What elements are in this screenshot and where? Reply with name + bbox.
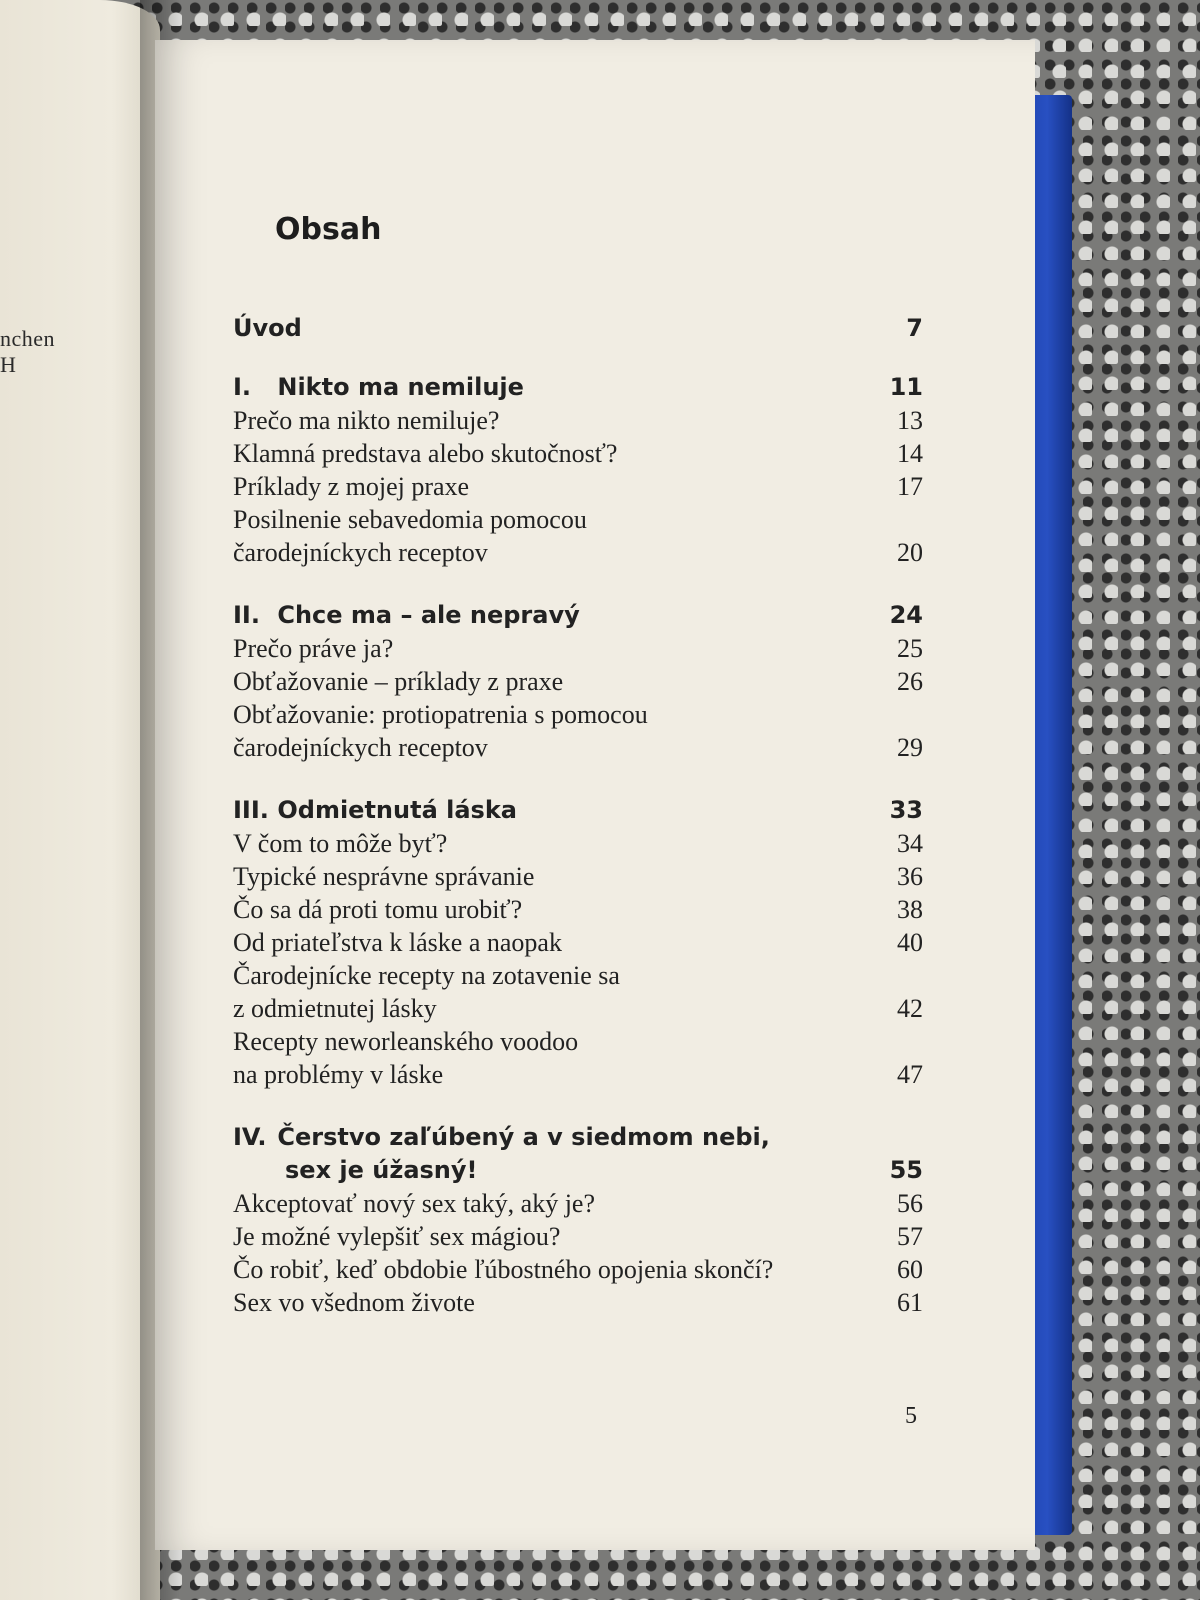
toc-entry-title: z odmietnutej lásky bbox=[233, 994, 437, 1023]
chapter-4-number: IV. bbox=[233, 1123, 267, 1151]
chapter-4-title-cont: sex je úžasný! bbox=[285, 1156, 478, 1184]
toc-entry-page: 34 bbox=[897, 829, 923, 858]
toc-entry bbox=[233, 503, 923, 536]
left-page-fragment-2: H bbox=[0, 352, 17, 377]
toc-entry bbox=[233, 860, 923, 893]
toc-entry-title: na problémy v láske bbox=[233, 1060, 444, 1089]
toc-entry-title: Príklady z mojej praxe bbox=[233, 472, 470, 501]
chapter-1-title: Nikto ma nemiluje bbox=[277, 373, 524, 401]
toc-entry bbox=[233, 893, 923, 926]
toc-entry bbox=[233, 827, 923, 860]
toc-entry bbox=[233, 731, 923, 764]
chapter-2-title: Chce ma – ale nepravý bbox=[277, 601, 580, 629]
toc-entry-title: čarodejníckych receptov bbox=[233, 538, 488, 567]
toc-entry-page: 61 bbox=[897, 1288, 923, 1317]
chapter-3-number: III. bbox=[233, 796, 269, 824]
toc-entry-page: 17 bbox=[897, 472, 923, 501]
chapter-2-number: II. bbox=[233, 601, 260, 629]
toc-entry-title: Čo sa dá proti tomu urobiť? bbox=[233, 895, 523, 924]
toc-entry-page: 40 bbox=[897, 928, 923, 957]
chapter-3-page: 33 bbox=[889, 796, 923, 824]
chapter-3-title: Odmietnutá láska bbox=[277, 796, 517, 824]
toc-entry-title: Sex vo všednom živote bbox=[233, 1288, 475, 1317]
chapter-1-number: I. bbox=[233, 373, 252, 401]
toc-entry bbox=[233, 665, 923, 698]
chapter-1-heading bbox=[233, 371, 923, 404]
toc-intro-page: 7 bbox=[906, 314, 923, 342]
toc-entry-page: 25 bbox=[897, 634, 923, 663]
toc-entry bbox=[233, 992, 923, 1025]
toc-entry-page: 60 bbox=[897, 1255, 923, 1284]
toc-entry bbox=[233, 1286, 923, 1319]
toc-entry-title: Prečo práve ja? bbox=[233, 634, 394, 663]
page-title: Obsah bbox=[275, 212, 382, 247]
toc-entry-title: V čom to môže byť? bbox=[233, 829, 448, 858]
toc-entry bbox=[233, 404, 923, 437]
table-of-contents bbox=[233, 312, 923, 1319]
chapter-2-page: 24 bbox=[889, 601, 923, 629]
toc-entry-title: Recepty neworleanského voodoo bbox=[233, 1027, 579, 1056]
toc-entry-title: Akceptovať nový sex taký, aký je? bbox=[233, 1189, 595, 1218]
chapter-4-heading-cont bbox=[233, 1154, 923, 1187]
toc-entry bbox=[233, 632, 923, 665]
page-number: 5 bbox=[905, 1403, 917, 1429]
toc-entry-page: 14 bbox=[897, 439, 923, 468]
toc-entry bbox=[233, 1253, 923, 1286]
toc-entry-page: 29 bbox=[897, 733, 923, 762]
toc-entry bbox=[233, 470, 923, 503]
toc-intro-title: Úvod bbox=[233, 314, 302, 342]
toc-entry-page: 47 bbox=[897, 1060, 923, 1089]
toc-entry-page: 13 bbox=[897, 406, 923, 435]
toc-entry-page: 20 bbox=[897, 538, 923, 567]
toc-entry-page: 57 bbox=[897, 1222, 923, 1251]
toc-entry bbox=[233, 437, 923, 470]
toc-entry bbox=[233, 1187, 923, 1220]
toc-entry-title: čarodejníckych receptov bbox=[233, 733, 488, 762]
toc-entry-title: Klamná predstava alebo skutočnosť? bbox=[233, 439, 618, 468]
chapter-4-page: 55 bbox=[889, 1156, 923, 1184]
toc-intro bbox=[233, 312, 923, 345]
toc-entry-page: 36 bbox=[897, 862, 923, 891]
left-page bbox=[0, 0, 160, 1600]
left-page-fragment-1: nchen bbox=[0, 326, 56, 351]
toc-entry-title: Čarodejnícke recepty na zotavenie sa bbox=[233, 961, 620, 990]
toc-entry bbox=[233, 959, 923, 992]
chapter-2-heading bbox=[233, 599, 923, 632]
toc-entry-page: 26 bbox=[897, 667, 923, 696]
toc-entry-title: Typické nesprávne správanie bbox=[233, 862, 535, 891]
chapter-1-page: 11 bbox=[889, 373, 923, 401]
chapter-4-title: Čerstvo zaľúbený a v siedmom nebi, bbox=[277, 1123, 770, 1151]
contents-page bbox=[155, 40, 1035, 1550]
toc-entry bbox=[233, 536, 923, 569]
toc-entry bbox=[233, 1025, 923, 1058]
toc-entry-title: Čo robiť, keď obdobie ľúbostného opojenia skončí? bbox=[233, 1255, 774, 1284]
toc-entry-title: Posilnenie sebavedomia pomocou bbox=[233, 505, 587, 534]
toc-entry-title: Prečo ma nikto nemiluje? bbox=[233, 406, 500, 435]
toc-entry-title: Od priateľstva k láske a naopak bbox=[233, 928, 562, 957]
toc-entry-title: Je možné vylepšiť sex mágiou? bbox=[233, 1222, 561, 1251]
chapter-3-heading bbox=[233, 794, 923, 827]
toc-entry-page: 42 bbox=[897, 994, 923, 1023]
toc-entry-title: Obťažovanie: protiopatrenia s pomocou bbox=[233, 700, 648, 729]
toc-entry bbox=[233, 1058, 923, 1091]
toc-entry bbox=[233, 1220, 923, 1253]
toc-entry-page: 38 bbox=[897, 895, 923, 924]
left-page-text bbox=[0, 326, 55, 378]
toc-entry-title: Obťažovanie – príklady z praxe bbox=[233, 667, 564, 696]
toc-entry-page: 56 bbox=[897, 1189, 923, 1218]
toc-entry bbox=[233, 926, 923, 959]
chapter-4-heading bbox=[233, 1121, 923, 1154]
toc-entry bbox=[233, 698, 923, 731]
